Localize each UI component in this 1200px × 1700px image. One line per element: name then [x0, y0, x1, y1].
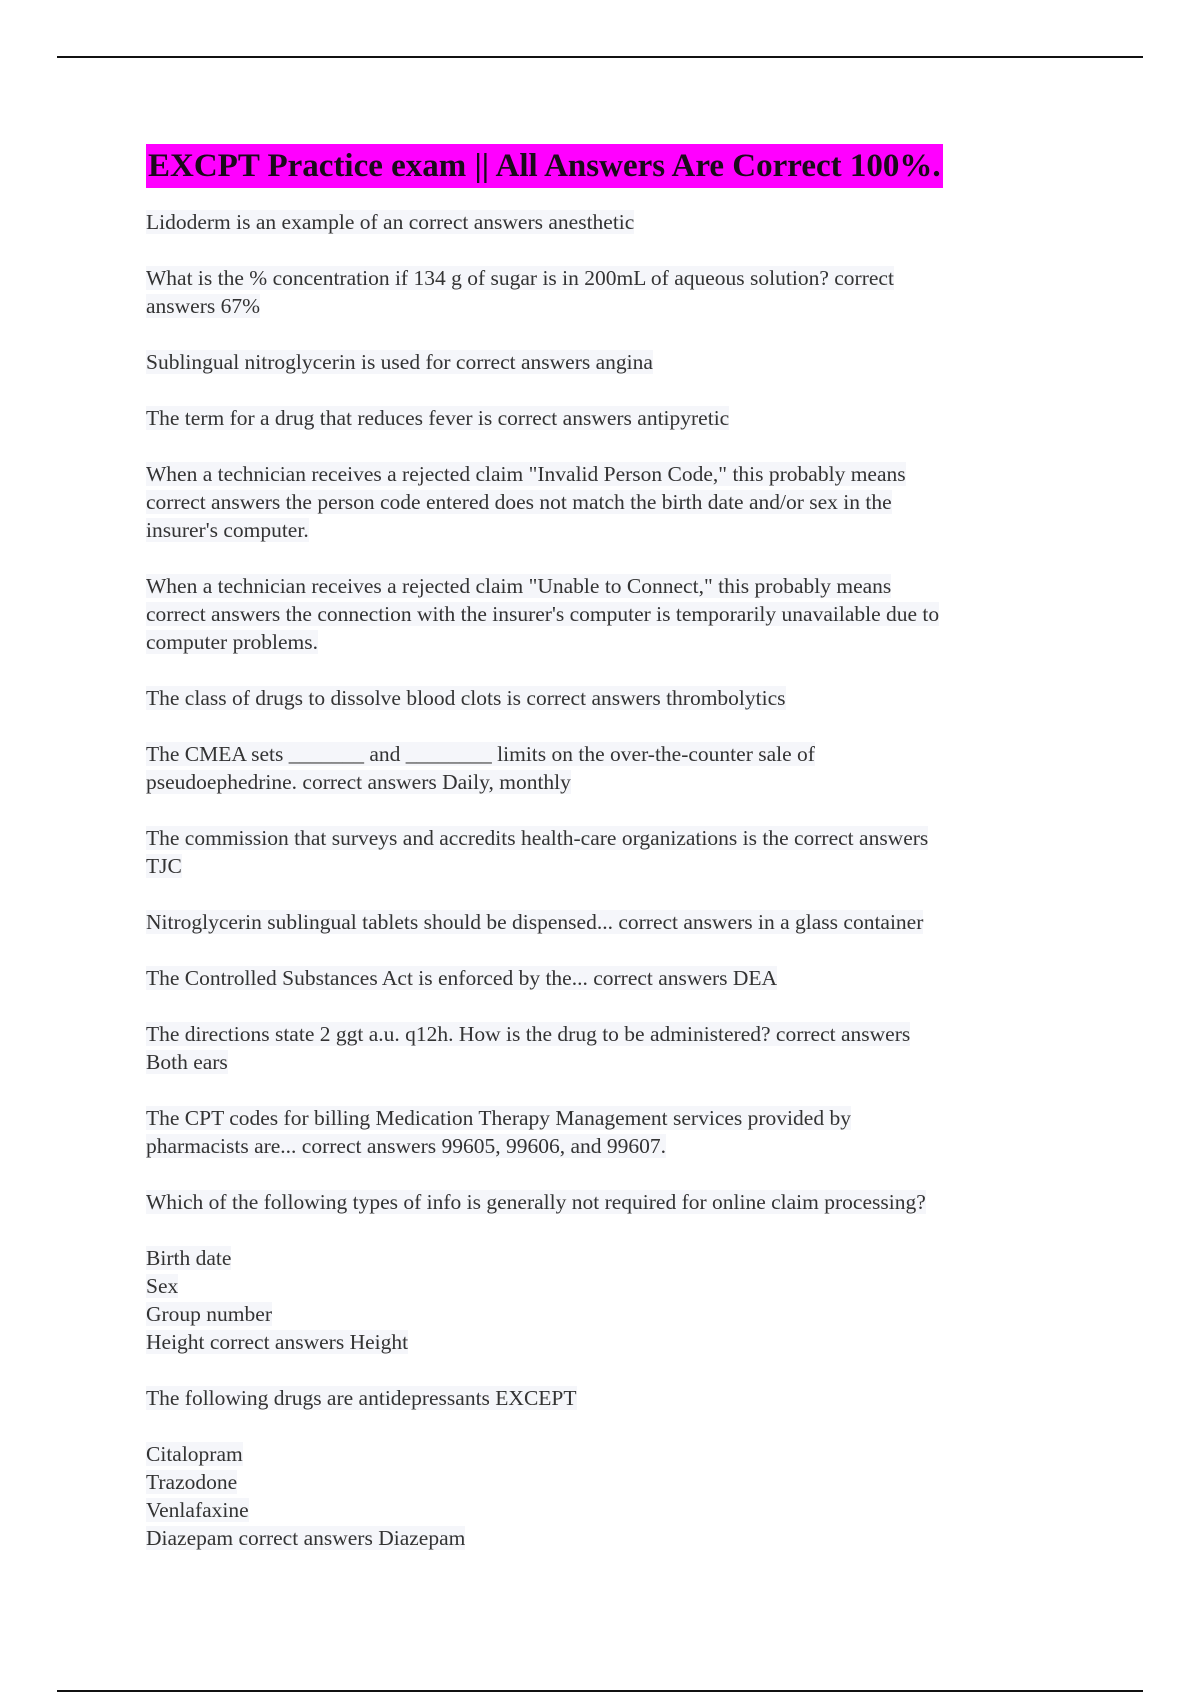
qa-line: pharmacists are... correct answers 99605, 99606, and 99607. [146, 1134, 667, 1158]
qa-line: The following drugs are antidepressants EXCEPT [146, 1386, 577, 1410]
qa-line: TJC [146, 854, 182, 878]
qa-line: The Controlled Substances Act is enforced by the... correct answers DEA [146, 966, 778, 990]
qa-line: The CMEA sets _______ and ________ limits on the over-the-counter sale of [146, 742, 815, 766]
qa-line: Nitroglycerin sublingual tablets should be dispensed... correct answers in a glass container [146, 910, 924, 934]
qa-line: Sublingual nitroglycerin is used for correct answers angina [146, 350, 653, 374]
qa-line: Both ears [146, 1050, 228, 1074]
qa-line: pseudoephedrine. correct answers Daily, monthly [146, 770, 571, 794]
qa-line: When a technician receives a rejected claim "Invalid Person Code," this probably means [146, 462, 906, 486]
qa-item [146, 740, 1051, 796]
qa-list [146, 208, 1051, 1552]
qa-item [146, 824, 1051, 880]
qa-item [146, 1384, 1051, 1412]
qa-line: Lidoderm is an example of an correct answers anesthetic [146, 210, 635, 234]
qa-item [146, 208, 1051, 236]
qa-line: Which of the following types of info is generally not required for online claim processing? [146, 1190, 926, 1214]
qa-item [146, 460, 1051, 544]
document-title: EXCPT Practice exam || All Answers Are Correct 100%. [146, 144, 943, 188]
document-body [146, 144, 1051, 1580]
qa-item [146, 1244, 1051, 1356]
qa-line: Trazodone [146, 1470, 238, 1494]
qa-line: The commission that surveys and accredits health-care organizations is the correct answers [146, 826, 929, 850]
qa-line: insurer's computer. [146, 518, 309, 542]
qa-item [146, 1188, 1051, 1216]
qa-line: computer problems. [146, 630, 318, 654]
qa-line: Height correct answers Height [146, 1330, 409, 1354]
qa-line: Group number [146, 1302, 272, 1326]
top-rule [57, 56, 1143, 58]
qa-line: correct answers the person code entered does not match the birth date and/or sex in the [146, 490, 892, 514]
qa-line: The term for a drug that reduces fever is correct answers antipyretic [146, 406, 730, 430]
qa-line: When a technician receives a rejected claim "Unable to Connect," this probably means [146, 574, 892, 598]
qa-line: The CPT codes for billing Medication Therapy Management services provided by [146, 1106, 851, 1130]
qa-item [146, 264, 1051, 320]
bottom-rule [57, 1690, 1143, 1692]
qa-line: The class of drugs to dissolve blood clots is correct answers thrombolytics [146, 686, 786, 710]
qa-item [146, 684, 1051, 712]
qa-item [146, 1440, 1051, 1552]
qa-line: What is the % concentration if 134 g of sugar is in 200mL of aqueous solution? correct [146, 266, 894, 290]
qa-line: The directions state 2 ggt a.u. q12h. How is the drug to be administered? correct answers [146, 1022, 911, 1046]
qa-item [146, 964, 1051, 992]
qa-line: answers 67% [146, 294, 261, 318]
qa-item [146, 1104, 1051, 1160]
qa-line: Citalopram [146, 1442, 243, 1466]
qa-item [146, 404, 1051, 432]
qa-line: Diazepam correct answers Diazepam [146, 1526, 466, 1550]
qa-item [146, 1020, 1051, 1076]
qa-item [146, 908, 1051, 936]
qa-item [146, 348, 1051, 376]
qa-line: Sex [146, 1274, 179, 1298]
qa-line: correct answers the connection with the insurer's computer is temporarily unavailable due to [146, 602, 940, 626]
qa-line: Venlafaxine [146, 1498, 249, 1522]
qa-line: Birth date [146, 1246, 232, 1270]
qa-item [146, 572, 1051, 656]
